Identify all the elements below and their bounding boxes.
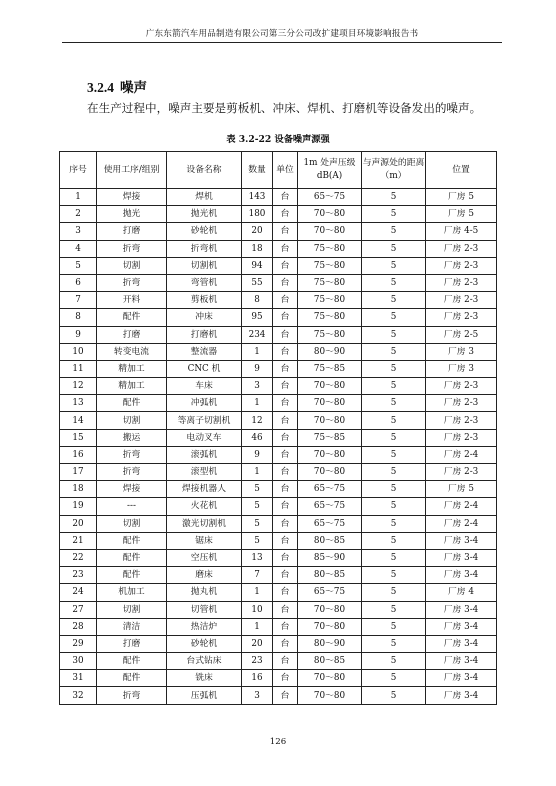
cell-location: 厂房 2-3 [426,257,497,274]
cell-equipment: CNC 机 [167,360,242,377]
cell-process: 开料 [97,292,167,309]
cell-sound-level: 70～80 [298,206,362,223]
cell-location: 厂房 2-3 [426,274,497,291]
cell-location: 厂房 2-4 [426,515,497,532]
cell-process: 打磨 [97,635,167,652]
cell-quantity: 18 [242,240,273,257]
cell-distance: 5 [362,687,426,704]
header-process: 使用工序/组别 [97,152,167,189]
cell-process: 机加工 [97,584,167,601]
cell-seq: 5 [60,257,97,274]
cell-equipment: 切割机 [167,257,242,274]
cell-quantity: 23 [242,653,273,670]
table-row [60,567,497,584]
cell-seq: 29 [60,635,97,652]
cell-sound-level: 75～85 [298,429,362,446]
cell-location: 厂房 5 [426,189,497,206]
cell-sound-level: 65～75 [298,189,362,206]
cell-distance: 5 [362,292,426,309]
cell-equipment: 冲弧机 [167,395,242,412]
cell-quantity: 8 [242,292,273,309]
cell-seq: 30 [60,653,97,670]
cell-equipment: 锯床 [167,532,242,549]
cell-seq: 6 [60,274,97,291]
cell-unit: 台 [273,464,298,481]
cell-seq: 8 [60,309,97,326]
section-number: 3.2.4 [87,80,114,95]
table-caption: 表 3.2-22 设备噪声源强 [226,134,330,145]
cell-seq: 17 [60,464,97,481]
table-row [60,687,497,704]
running-header: 广东东箭汽车用品制造有限公司第三分公司改扩建项目环境影响报告书 [62,27,502,43]
cell-seq: 11 [60,360,97,377]
cell-sound-level: 80～85 [298,532,362,549]
cell-seq: 31 [60,670,97,687]
cell-seq: 23 [60,567,97,584]
cell-distance: 5 [362,206,426,223]
cell-equipment: 焊接机器人 [167,481,242,498]
cell-equipment: 冲床 [167,309,242,326]
cell-equipment: 火花机 [167,498,242,515]
cell-location: 厂房 2-3 [426,395,497,412]
cell-location: 厂房 2-4 [426,498,497,515]
cell-quantity: 94 [242,257,273,274]
table-row [60,360,497,377]
cell-unit: 台 [273,532,298,549]
cell-process: 配件 [97,653,167,670]
cell-unit: 台 [273,274,298,291]
cell-equipment: 滚弧机 [167,446,242,463]
cell-process: 精加工 [97,360,167,377]
cell-distance: 5 [362,464,426,481]
cell-unit: 台 [273,653,298,670]
cell-location: 厂房 2-3 [426,292,497,309]
cell-quantity: 1 [242,343,273,360]
table-row [60,549,497,566]
cell-process: 切割 [97,257,167,274]
cell-seq: 16 [60,446,97,463]
cell-unit: 台 [273,549,298,566]
cell-unit: 台 [273,326,298,343]
table-row [60,498,497,515]
cell-process: 折弯 [97,687,167,704]
cell-distance: 5 [362,515,426,532]
cell-quantity: 143 [242,189,273,206]
cell-quantity: 7 [242,567,273,584]
table-row [60,395,497,412]
cell-unit: 台 [273,567,298,584]
table-row [60,584,497,601]
cell-location: 厂房 3-4 [426,670,497,687]
cell-equipment: 空压机 [167,549,242,566]
cell-seq: 28 [60,618,97,635]
section-heading [87,76,147,96]
cell-sound-level: 65～75 [298,498,362,515]
cell-seq: 7 [60,292,97,309]
cell-location: 厂房 4 [426,584,497,601]
cell-distance: 5 [362,429,426,446]
table-row [60,274,497,291]
cell-distance: 5 [362,395,426,412]
cell-quantity: 9 [242,360,273,377]
cell-unit: 台 [273,498,298,515]
table-row [60,429,497,446]
cell-seq: 18 [60,481,97,498]
table-row [60,412,497,429]
cell-quantity: 5 [242,481,273,498]
cell-quantity: 46 [242,429,273,446]
table-header-row [60,152,497,189]
cell-equipment: 磨床 [167,567,242,584]
cell-location: 厂房 3-4 [426,601,497,618]
header-quantity: 数量 [242,152,273,189]
cell-distance: 5 [362,412,426,429]
cell-process: 焊接 [97,189,167,206]
cell-quantity: 234 [242,326,273,343]
cell-process: 焊接 [97,481,167,498]
cell-seq: 15 [60,429,97,446]
cell-location: 厂房 3-4 [426,549,497,566]
table-row [60,206,497,223]
cell-unit: 台 [273,584,298,601]
cell-location: 厂房 4-5 [426,223,497,240]
cell-seq: 32 [60,687,97,704]
cell-quantity: 16 [242,670,273,687]
cell-sound-level: 70～80 [298,223,362,240]
cell-equipment: 车床 [167,378,242,395]
cell-unit: 台 [273,670,298,687]
table-row [60,515,497,532]
cell-process: 配件 [97,532,167,549]
table-row [60,309,497,326]
cell-sound-level: 75～80 [298,326,362,343]
cell-sound-level: 65～75 [298,584,362,601]
cell-sound-level: 70～80 [298,618,362,635]
cell-distance: 5 [362,343,426,360]
cell-location: 厂房 2-3 [426,378,497,395]
cell-process: --- [97,498,167,515]
cell-quantity: 1 [242,584,273,601]
cell-distance: 5 [362,601,426,618]
cell-process: 折弯 [97,446,167,463]
cell-process: 切割 [97,601,167,618]
cell-equipment: 铣床 [167,670,242,687]
cell-process: 抛光 [97,206,167,223]
cell-quantity: 5 [242,515,273,532]
cell-location: 厂房 2-3 [426,240,497,257]
cell-quantity: 95 [242,309,273,326]
cell-quantity: 20 [242,223,273,240]
header-location: 位置 [426,152,497,189]
cell-process: 配件 [97,309,167,326]
cell-process: 清洁 [97,618,167,635]
cell-seq: 1 [60,189,97,206]
cell-distance: 5 [362,360,426,377]
cell-unit: 台 [273,687,298,704]
cell-location: 厂房 3 [426,360,497,377]
cell-equipment: 电动叉车 [167,429,242,446]
cell-seq: 14 [60,412,97,429]
cell-equipment: 整流器 [167,343,242,360]
cell-quantity: 1 [242,618,273,635]
cell-unit: 台 [273,481,298,498]
cell-sound-level: 80～90 [298,343,362,360]
header-seq: 序号 [60,152,97,189]
cell-location: 厂房 2-3 [426,412,497,429]
cell-quantity: 5 [242,498,273,515]
cell-sound-level: 75～85 [298,360,362,377]
cell-distance: 5 [362,446,426,463]
cell-distance: 5 [362,274,426,291]
cell-location: 厂房 2-5 [426,326,497,343]
cell-location: 厂房 2-4 [426,446,497,463]
cell-unit: 台 [273,601,298,618]
cell-location: 厂房 3-4 [426,618,497,635]
cell-seq: 24 [60,584,97,601]
cell-location: 厂房 3 [426,343,497,360]
cell-equipment: 剪板机 [167,292,242,309]
cell-process: 配件 [97,670,167,687]
table-row [60,257,497,274]
cell-sound-level: 85～90 [298,549,362,566]
cell-location: 厂房 3-4 [426,687,497,704]
cell-process: 配件 [97,567,167,584]
cell-unit: 台 [273,635,298,652]
cell-process: 打磨 [97,223,167,240]
cell-distance: 5 [362,240,426,257]
cell-seq: 4 [60,240,97,257]
cell-distance: 5 [362,223,426,240]
cell-quantity: 9 [242,446,273,463]
cell-location: 厂房 5 [426,206,497,223]
cell-sound-level: 65～75 [298,515,362,532]
cell-distance: 5 [362,532,426,549]
cell-sound-level: 70～80 [298,378,362,395]
cell-unit: 台 [273,343,298,360]
cell-location: 厂房 3-4 [426,532,497,549]
cell-distance: 5 [362,257,426,274]
cell-location: 厂房 2-3 [426,429,497,446]
cell-distance: 5 [362,635,426,652]
table-row [60,446,497,463]
table-body [60,189,497,705]
cell-seq: 20 [60,515,97,532]
cell-unit: 台 [273,515,298,532]
cell-sound-level: 75～80 [298,309,362,326]
cell-process: 折弯 [97,240,167,257]
cell-distance: 5 [362,618,426,635]
cell-location: 厂房 2-3 [426,464,497,481]
cell-sound-level: 70～80 [298,395,362,412]
cell-sound-level: 70～80 [298,670,362,687]
cell-unit: 台 [273,206,298,223]
cell-equipment: 砂轮机 [167,635,242,652]
cell-process: 转变电流 [97,343,167,360]
cell-sound-level: 80～85 [298,653,362,670]
intro-paragraph: 在生产过程中，噪声主要是剪板机、冲床、焊机、打磨机等设备发出的噪声。 [87,101,482,115]
cell-quantity: 3 [242,687,273,704]
cell-distance: 5 [362,481,426,498]
table-row [60,464,497,481]
cell-quantity: 180 [242,206,273,223]
table-row [60,618,497,635]
cell-unit: 台 [273,189,298,206]
table-row [60,240,497,257]
cell-quantity: 13 [242,549,273,566]
cell-sound-level: 75～80 [298,292,362,309]
cell-location: 厂房 3-4 [426,653,497,670]
cell-distance: 5 [362,189,426,206]
cell-unit: 台 [273,378,298,395]
cell-equipment: 压弧机 [167,687,242,704]
table-row [60,343,497,360]
table-row [60,223,497,240]
cell-unit: 台 [273,446,298,463]
cell-seq: 13 [60,395,97,412]
header-sound-level: 1m 处声压级 dB(A) [298,152,362,189]
cell-equipment: 焊机 [167,189,242,206]
cell-equipment: 激光切割机 [167,515,242,532]
cell-equipment: 折弯机 [167,240,242,257]
cell-quantity: 10 [242,601,273,618]
page-number: 126 [269,737,287,747]
cell-seq: 3 [60,223,97,240]
cell-location: 厂房 2-3 [426,309,497,326]
cell-location: 厂房 3-4 [426,567,497,584]
cell-process: 搬运 [97,429,167,446]
cell-seq: 10 [60,343,97,360]
table-row [60,670,497,687]
cell-quantity: 1 [242,464,273,481]
table-row [60,189,497,206]
cell-unit: 台 [273,429,298,446]
cell-distance: 5 [362,584,426,601]
cell-sound-level: 70～80 [298,687,362,704]
cell-process: 切割 [97,412,167,429]
cell-unit: 台 [273,292,298,309]
cell-quantity: 12 [242,412,273,429]
cell-unit: 台 [273,223,298,240]
cell-process: 精加工 [97,378,167,395]
cell-equipment: 等离子切割机 [167,412,242,429]
cell-unit: 台 [273,395,298,412]
cell-quantity: 1 [242,395,273,412]
header-distance: 与声源处的距离（m） [362,152,426,189]
cell-equipment: 热洁炉 [167,618,242,635]
cell-sound-level: 80～90 [298,635,362,652]
cell-quantity: 3 [242,378,273,395]
cell-distance: 5 [362,653,426,670]
table-row [60,653,497,670]
cell-distance: 5 [362,567,426,584]
cell-equipment: 抛光机 [167,206,242,223]
cell-equipment: 弯管机 [167,274,242,291]
table-row [60,481,497,498]
cell-sound-level: 70～80 [298,446,362,463]
cell-process: 切割 [97,515,167,532]
cell-process: 配件 [97,395,167,412]
table-row [60,601,497,618]
cell-equipment: 台式钻床 [167,653,242,670]
cell-process: 折弯 [97,274,167,291]
cell-distance: 5 [362,670,426,687]
cell-seq: 22 [60,549,97,566]
cell-sound-level: 70～80 [298,601,362,618]
cell-quantity: 5 [242,532,273,549]
cell-sound-level: 70～80 [298,464,362,481]
cell-equipment: 打磨机 [167,326,242,343]
table-row [60,378,497,395]
cell-sound-level: 80～85 [298,567,362,584]
cell-sound-level: 70～80 [298,412,362,429]
noise-source-table [59,151,497,705]
cell-distance: 5 [362,498,426,515]
cell-quantity: 55 [242,274,273,291]
cell-distance: 5 [362,378,426,395]
cell-unit: 台 [273,257,298,274]
cell-location: 厂房 3-4 [426,635,497,652]
cell-sound-level: 75～80 [298,274,362,291]
table-row [60,292,497,309]
cell-distance: 5 [362,326,426,343]
cell-process: 配件 [97,549,167,566]
cell-seq: 12 [60,378,97,395]
cell-distance: 5 [362,549,426,566]
cell-seq: 21 [60,532,97,549]
cell-unit: 台 [273,360,298,377]
cell-sound-level: 75～80 [298,257,362,274]
cell-unit: 台 [273,240,298,257]
cell-equipment: 切管机 [167,601,242,618]
cell-location: 厂房 5 [426,481,497,498]
cell-quantity: 20 [242,635,273,652]
table-row [60,532,497,549]
header-equipment: 设备名称 [167,152,242,189]
cell-equipment: 抛丸机 [167,584,242,601]
cell-unit: 台 [273,309,298,326]
cell-sound-level: 65～75 [298,481,362,498]
cell-sound-level: 75～80 [298,240,362,257]
header-unit: 单位 [273,152,298,189]
cell-unit: 台 [273,618,298,635]
cell-process: 折弯 [97,464,167,481]
cell-seq: 27 [60,601,97,618]
cell-distance: 5 [362,309,426,326]
cell-equipment: 滚型机 [167,464,242,481]
cell-seq: 19 [60,498,97,515]
cell-process: 打磨 [97,326,167,343]
cell-unit: 台 [273,412,298,429]
section-title: 噪声 [120,80,147,96]
cell-seq: 9 [60,326,97,343]
cell-equipment: 砂轮机 [167,223,242,240]
table-row [60,635,497,652]
table-row [60,326,497,343]
cell-seq: 2 [60,206,97,223]
